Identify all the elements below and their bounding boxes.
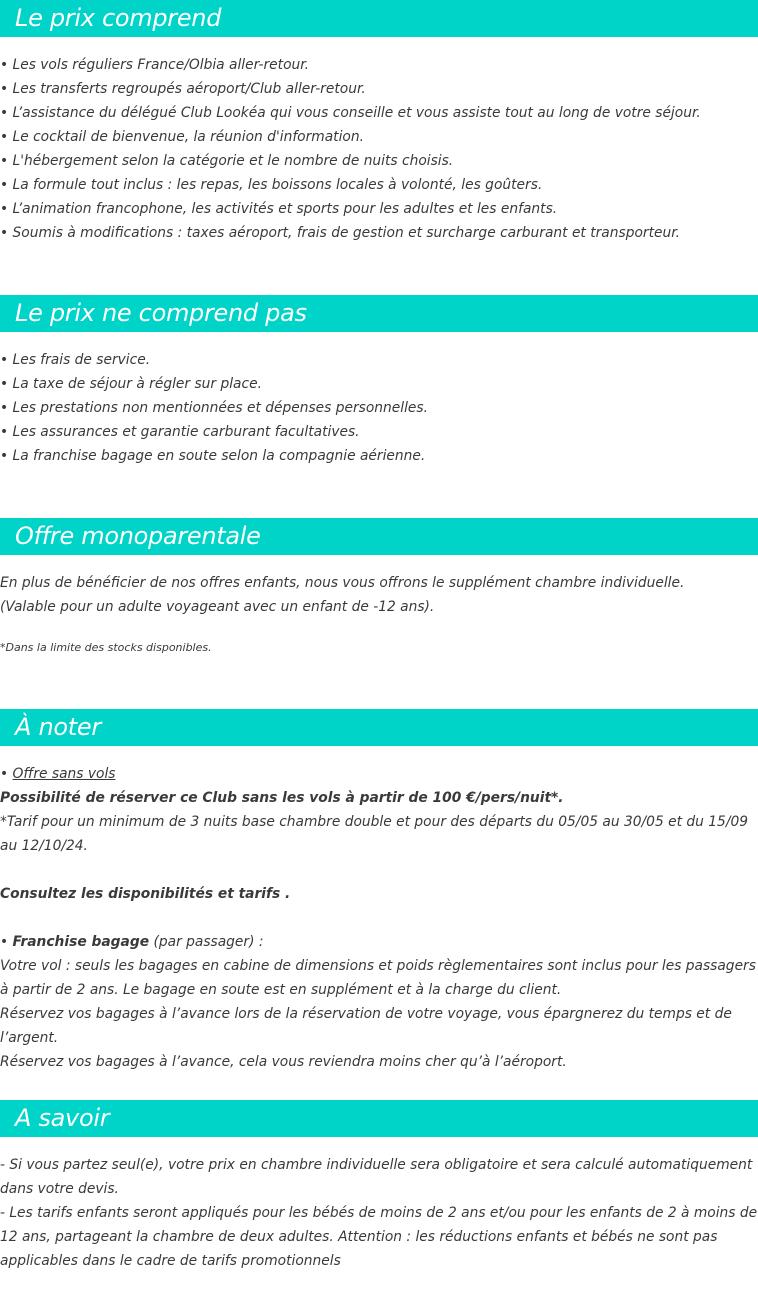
franchise-title: Franchise bagage [12, 934, 150, 950]
offre-note-wrap [0, 640, 758, 656]
section-header-a-savoir [0, 1100, 758, 1137]
section-title: Offre monoparentale [15, 522, 261, 550]
list-item: • L’assistance du délégué Club Lookéa qui vous conseille et vous assiste tout au long de votre séjour. [0, 105, 701, 121]
list-item: • Les transferts regroupés aéroport/Club aller-retour. [0, 81, 366, 97]
section-title: Le prix ne comprend pas [15, 299, 307, 327]
list-item: • Soumis à modifications : taxes aéroport, frais de gestion et surcharge carburant et transporteur. [0, 225, 681, 241]
list-item: • La taxe de séjour à régler sur place. [0, 376, 262, 392]
list-prix-comprend [0, 53, 758, 245]
reservez-text-1: Réservez vos bagages à l’avance lors de la réservation de votre voyage, vous épargnerez du temps et de l’argent. [0, 1006, 732, 1046]
offre-text: En plus de bénéficier de nos offres enfants, nous vous offrons le supplément chambre individuelle. [0, 575, 685, 591]
list-item: • La formule tout inclus : les repas, les boissons locales à volonté, les goûters. [0, 177, 543, 193]
list-item: • L'hébergement selon la catégorie et le nombre de nuits choisis. [0, 153, 454, 169]
list-item: • Les vols réguliers France/Olbia aller-retour. [0, 57, 310, 73]
a-savoir-body [0, 1153, 758, 1273]
offre-condition: (Valable pour un adulte voyageant avec un enfant de -12 ans). [0, 599, 435, 615]
franchise-line [0, 930, 758, 954]
franchise-sub: (par passager) : [149, 934, 264, 950]
offre-sans-vols-price: Possibilité de réserver ce Club sans les vols à partir de 100 €/pers/nuit*. [0, 790, 564, 806]
list-prix-ne-comprend-pas [0, 348, 758, 468]
section-title: Le prix comprend [15, 4, 222, 32]
list-item: • La franchise bagage en soute selon la compagnie aérienne. [0, 448, 426, 464]
section-title: A savoir [15, 1104, 110, 1132]
section-title: À noter [15, 713, 101, 741]
bullet: • [0, 934, 13, 950]
offre-note: *Dans la limite des stocks disponibles. [0, 641, 212, 654]
offre-sans-vols-line [0, 762, 758, 786]
franchise-text: Votre vol : seuls les bagages en cabine de dimensions et poids règlementaires sont inclus pour les passagers à partir de 2 ans. Le bagage en soute est en supplément et à la charge du client. [0, 958, 756, 998]
list-item: • Le cocktail de bienvenue, la réunion d'information. [0, 129, 364, 145]
reservez-text-2: Réservez vos bagages à l’avance, cela vous reviendra moins cher qu’à l’aéroport. [0, 1054, 567, 1070]
section-header-prix-ne-comprend-pas [0, 295, 758, 332]
list-item: • Les assurances et garantie carburant facultatives. [0, 424, 360, 440]
consultez-link[interactable]: Consultez les disponibilités et tarifs . [0, 886, 291, 902]
section-header-a-noter [0, 709, 758, 746]
list-item: • Les prestations non mentionnées et dépenses personnelles. [0, 400, 428, 416]
list-item: • L’animation francophone, les activités et sports pour les adultes et les enfants. [0, 201, 558, 217]
offre-sans-vols-tarif: *Tarif pour un minimum de 3 nuits base chambre double et pour des départs du 05/05 au 30/05 et du 15/09 au 12/10/24. [0, 814, 749, 854]
bullet: • [0, 766, 13, 782]
a-savoir-item-2: - Les tarifs enfants seront appliqués pour les bébés de moins de 2 ans et/ou pour les enfants de 2 à moins de 12 ans, partageant la chambre de deux adultes. Attention : les réductions enfants et bébés ne sont pas applicables dans le cadre de tarifs promotionnels [0, 1205, 758, 1269]
a-noter-body [0, 762, 758, 1074]
section-header-prix-comprend [0, 0, 758, 37]
offre-monoparentale-body [0, 571, 758, 619]
section-header-offre-monoparentale [0, 518, 758, 555]
a-savoir-item-1: - Si vous partez seul(e), votre prix en chambre individuelle sera obligatoire et sera calculé automatiquement dans votre devis. [0, 1157, 753, 1197]
offre-sans-vols-link[interactable]: Offre sans vols [12, 766, 116, 782]
list-item: • Les frais de service. [0, 352, 151, 368]
